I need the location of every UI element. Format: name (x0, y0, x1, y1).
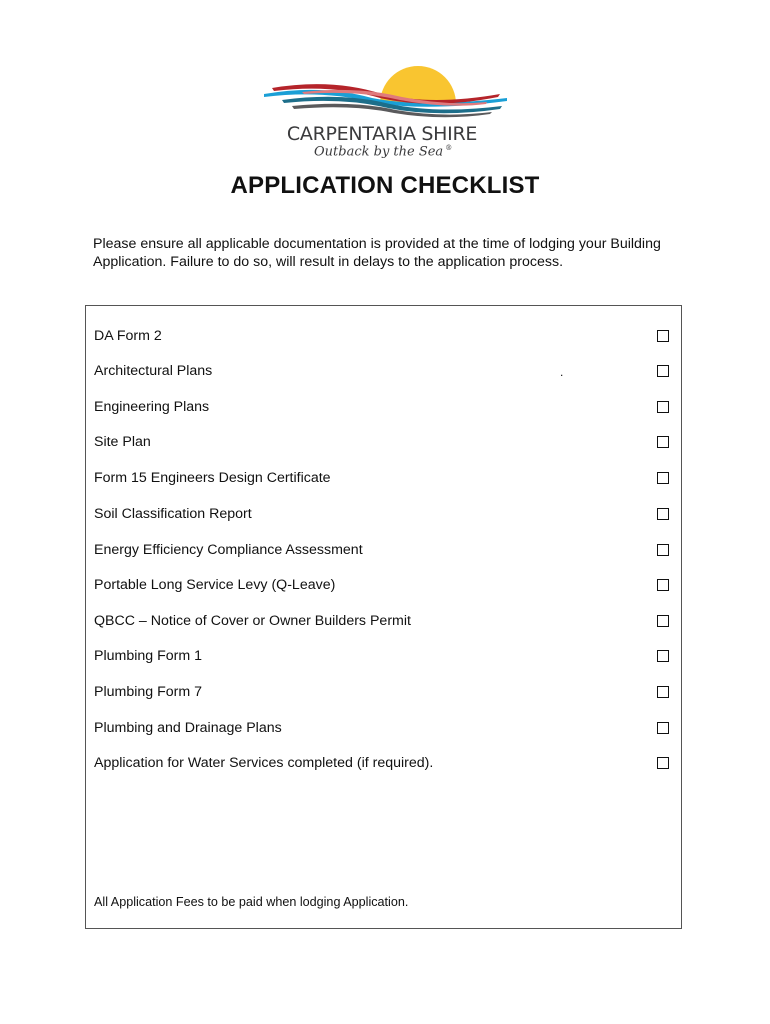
checklist-item (94, 470, 669, 490)
checklist-item (94, 613, 669, 633)
checklist-item (94, 399, 669, 419)
checklist-item-label: Application for Water Services completed (if required). (94, 755, 434, 771)
checkbox[interactable] (657, 436, 669, 448)
carpentaria-shire-logo (262, 64, 512, 164)
checklist-item (94, 720, 669, 740)
checklist-item (94, 755, 669, 775)
checklist-item-label: Engineering Plans (94, 399, 210, 415)
org-name: CARPENTARIA SHIRE (286, 123, 478, 145)
checklist-item (94, 363, 669, 383)
checkbox[interactable] (657, 330, 669, 342)
checklist-item-label: Plumbing Form 7 (94, 684, 203, 700)
checklist-item (94, 577, 669, 597)
checklist-item-label: Portable Long Service Levy (Q-Leave) (94, 577, 336, 593)
checkbox[interactable] (657, 544, 669, 556)
checklist-item (94, 684, 669, 704)
registered-mark: ® (445, 144, 453, 152)
checkbox[interactable] (657, 579, 669, 591)
checkbox[interactable] (657, 508, 669, 520)
sun-and-waves-emblem (262, 64, 512, 124)
stray-mark: . (560, 365, 564, 379)
checklist-item-label: Plumbing and Drainage Plans (94, 720, 282, 736)
intro-paragraph: Please ensure all applicable documentation is provided at the time of lodging your Building Application. Failure to do so, will result in delays to the application process. (93, 236, 661, 270)
checkbox[interactable] (657, 615, 669, 627)
checklist-item-label: Soil Classification Report (94, 506, 252, 522)
checklist-item-label: QBCC – Notice of Cover or Owner Builders Permit (94, 613, 411, 629)
checklist-item (94, 434, 669, 454)
checklist-item-label: Form 15 Engineers Design Certificate (94, 470, 331, 486)
fee-note: All Application Fees to be paid when lodging Application. (94, 895, 409, 909)
checklist-item (94, 542, 669, 562)
checklist-item (94, 328, 669, 348)
checklist-item (94, 506, 669, 526)
checkbox[interactable] (657, 757, 669, 769)
checklist-box (85, 305, 682, 929)
checklist-item-label: Energy Efficiency Compliance Assessment (94, 542, 363, 558)
checkbox[interactable] (657, 472, 669, 484)
page-title: APPLICATION CHECKLIST (230, 172, 540, 199)
checklist-item (94, 648, 669, 668)
checkbox[interactable] (657, 686, 669, 698)
org-tagline: Outback by the Sea ® (314, 144, 453, 160)
checkbox[interactable] (657, 722, 669, 734)
checkbox[interactable] (657, 650, 669, 662)
checklist-item-label: DA Form 2 (94, 328, 162, 344)
checklist-item-label: Site Plan (94, 434, 151, 450)
checklist-item-label: Plumbing Form 1 (94, 648, 203, 664)
checkbox[interactable] (657, 365, 669, 377)
checklist-item-label: Architectural Plans (94, 363, 213, 379)
checkbox[interactable] (657, 401, 669, 413)
